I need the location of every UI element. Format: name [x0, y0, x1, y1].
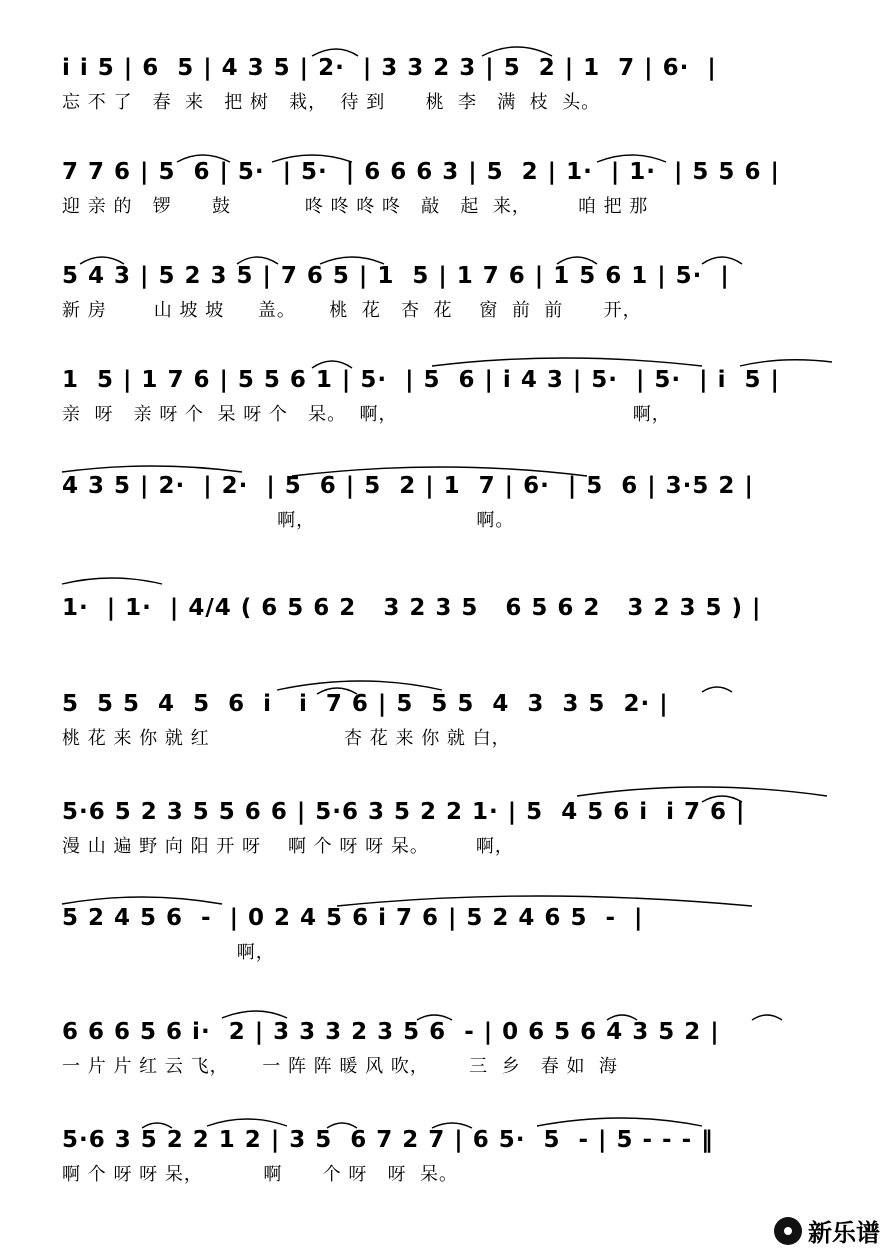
lyrics-row-11: 啊 个 呀 呀 呆， 啊 个 呀 呀 呆。 [62, 1164, 459, 1185]
site-logo [774, 1213, 880, 1248]
notes-row-1: i i 5 | 6 5 | 4 3 5 | 2· | 3 3 2 3 | 5 2 | 1 7 | 6· | [62, 55, 717, 81]
notes-row-11: 5·6 3 5 2 2 1 2 | 3 5 6 7 2 7 | 6 5· 5 - | 5 - - - ‖ [62, 1127, 714, 1153]
lyrics-row-8: 漫 山 遍 野 向 阳 开 呀 啊 个 呀 呀 呆。 啊， [62, 836, 514, 857]
lyrics-row-1: 忘 不 了 春 来 把 树 栽， 待 到 桃 李 满 枝 头。 [62, 92, 601, 113]
lyrics-row-9: 啊， [62, 942, 275, 963]
notes-row-7: 5 5 5 4 5 6 i i 7 6 | 5 5 5 4 3 3 5 2· | [62, 691, 669, 717]
lyrics-row-7: 桃 花 来 你 就 红 杏 花 来 你 就 白， [62, 728, 511, 749]
lyrics-row-4: 亲 呀 亲 呀 个 呆 呀 个 呆。 啊， 啊， [62, 404, 671, 425]
notes-row-3: 5 4 3 | 5 2 3 5 | 7 6 5 | 1 5 | 1 7 6 | 1 5 6 1 | 5· | [62, 263, 730, 289]
notes-row-4: 1 5 | 1 7 6 | 5 5 6 1 | 5· | 5 6 | i 4 3 | 5· | 5· | i 5 | [62, 367, 780, 393]
notes-row-8: 5·6 5 2 3 5 5 6 6 | 5·6 3 5 2 2 1· | 5 4 5 6 i i 7 6 | [62, 799, 746, 825]
notes-row-9: 5 2 4 5 6 - | 0 2 4 5 6 i 7 6 | 5 2 4 6 5 - | [62, 905, 644, 931]
notes-row-6: 1· | 1· | 4/4 ( 6 5 6 2 3 2 3 5 6 5 6 2 3 2 3 5 ) | [62, 595, 762, 621]
site-logo-text: 新乐谱 [808, 1219, 880, 1247]
lyrics-row-5: 啊， 啊。 [62, 510, 515, 531]
notes-row-10: 6 6 6 5 6 i· 2 | 3 3 3 2 3 5 6 - | 0 6 5 6 4 3 5 2 | [62, 1019, 720, 1045]
lyrics-row-2: 迎 亲 的 锣 鼓 咚 咚 咚 咚 敲 起 来， 咱 把 那 [62, 196, 649, 217]
notes-row-2: 7 7 6 | 5 6 | 5· | 5· | 6 6 6 3 | 5 2 | 1· | 1· | 5 5 6 | [62, 159, 780, 185]
notes-row-5: 4 3 5 | 2· | 2· | 5 6 | 5 2 | 1 7 | 6· | 5 6 | 3·5 2 | [62, 473, 754, 499]
lyrics-row-10: 一 片 片 红 云 飞， 一 阵 阵 暖 风 吹， 三 乡 春 如 海 [62, 1056, 618, 1077]
record-disc-icon [774, 1217, 802, 1245]
lyrics-row-3: 新 房 山 坡 坡 盖。 桃 花 杏 花 窗 前 前 开， [62, 300, 642, 321]
